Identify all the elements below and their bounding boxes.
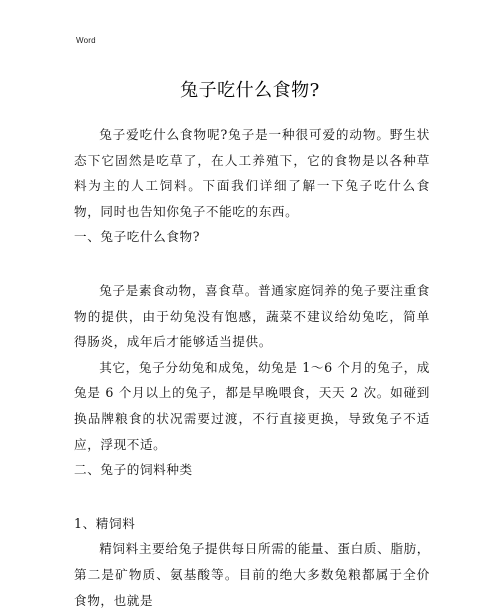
subheading-concentrate-feed: 1、精饲料	[74, 515, 136, 531]
paragraph-feeding: 其它，兔子分幼兔和成兔，幼兔是 1～6 个月的兔子，成兔是 6 个月以上的兔子，都是早晚喂食，天天 2 次。如碰到换品牌粮食的状况需要过渡，不行直接更换，导致兔子不适应，浮现不适。	[74, 359, 430, 452]
intro-paragraph: 兔子爱吃什么食物呢?兔子是一种很可爱的动物。野生状态下它固然是吃草了，在人工养殖下，它的食物是以各种草料为主的人工饲料。下面我们详细了解一下兔子吃什么食物，同时也告知你兔子不能吃的东西。	[74, 127, 430, 219]
document-body	[74, 122, 430, 613]
blank-line	[74, 250, 430, 278]
section-heading-2: 二、兔子的饲料种类	[74, 462, 193, 478]
section-heading-1: 一、兔子吃什么食物?	[74, 229, 201, 245]
document-title: 兔子吃什么食物?	[180, 80, 320, 101]
paragraph-concentrate-feed: 精饲料主要给兔子提供每日所需的能量、蛋白质、脂肪，第二是矿物质、氨基酸等。目前的绝大多数兔粮都属于全价食物，也就是	[74, 541, 430, 608]
blank-line	[74, 483, 430, 511]
paragraph-herbivore: 兔子是素食动物，喜食草。普通家庭饲养的兔子要注重食物的提供，由于幼兔没有饱感，蔬菜不建议给幼兔吃，简单得肠炎，成年后才能够适当提供。	[74, 282, 430, 350]
word-header-label: Word	[76, 36, 96, 45]
